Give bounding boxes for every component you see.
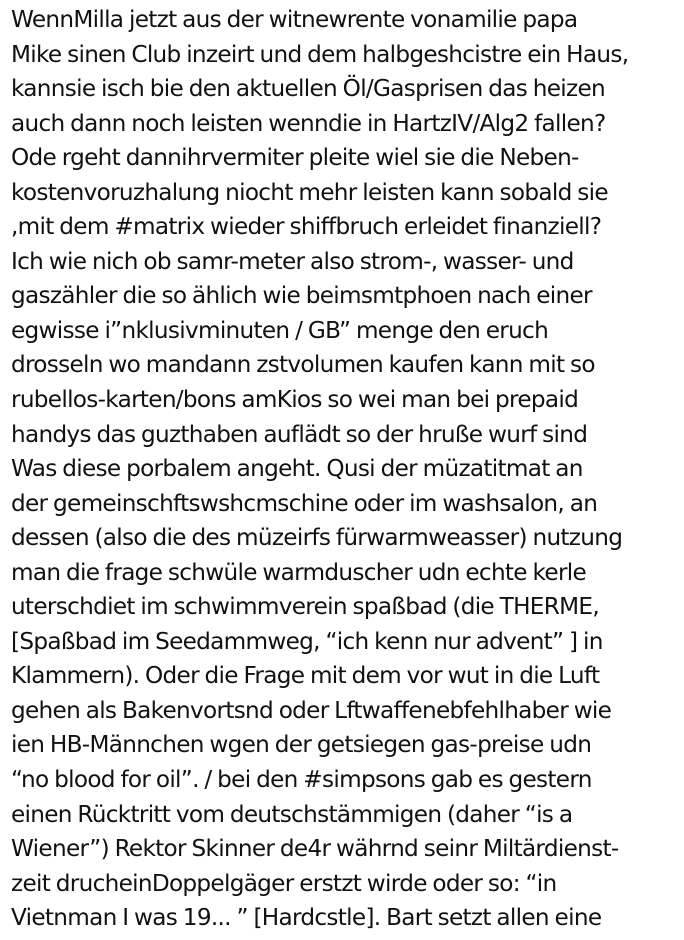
text-line: egwisse i”nklusivminuten / GB” menge den eruch	[11, 316, 549, 344]
text-line: Vietnman I was 19... ” [Hardcstle]. Bart setzt allen eine	[11, 904, 602, 932]
text-line: dessen (also die des müzeirfs fürwarmweasser) nutzung	[11, 524, 623, 552]
text-line: Ode rgeht dannihrvermiter pleite wiel sie die Neben-	[11, 144, 579, 172]
text-line: zeit drucheinDoppelgäger erstzt wirde oder so: “in	[11, 869, 557, 897]
text-line: rubellos-karten/bons amKios so wei man bei prepaid	[11, 386, 579, 414]
text-line: handys das guzthaben auflädt so der hrußе wurf sind	[11, 420, 588, 448]
text-line: WennMilla jetzt aus der witnewrente vonamilie papa	[11, 6, 578, 33]
text-line: der gemeinschftswshcmschine oder im washsalon, an	[11, 489, 598, 517]
text-line: drosseln wo mandann zstvolumen kaufen kann mit so	[11, 351, 595, 379]
text-line: kostenvoruzhalung niocht mehr leisten kann sobald sie	[11, 178, 608, 206]
text-line: auch dann noch leisten wenndie in HartzIV/Alg2 fallen?	[11, 109, 606, 137]
text-line: ,mit dem #matrix wieder shiffbruch erleidet finanziell?	[11, 213, 602, 241]
text-line: Klammern). Oder die Frage mit dem vor wut in die Luft	[11, 662, 600, 690]
text-line: uterschdiet im schwimmverein spaßbad (die THERME,	[11, 593, 599, 621]
text-line: [Spaßbad im Seedammweg, “ich kenn nur advent” ] in	[11, 627, 603, 655]
text-line: gaszähler die so ählich wie beimsmtphoen nach einer	[11, 282, 592, 310]
text-line: man die frage schwüle warmduscher udn echte kerle	[11, 558, 587, 586]
body-text	[11, 3, 683, 936]
text-line: ien HB-Männchen wgen der getsiegen gas-preise udn	[11, 731, 592, 759]
text-line: Ich wie nich ob samr-meter also strom-, wasser- und	[11, 247, 574, 275]
text-line: “no blood for oil”. / bei den #simpsons gab es gestern	[11, 766, 592, 794]
text-line: Wiener”) Rektor Skinner de4r währnd seinr Miltärdienst-	[11, 835, 619, 863]
text-line: Mike sinen Club inzeirt und dem halbgeshcistre ein Haus,	[11, 40, 629, 68]
text-line: gehen als Bakenvortsnd oder Lftwaffenebfehlhaber wie	[11, 696, 612, 724]
text-line: Was diese porbalem angeht. Qusi der müzatitmat an	[11, 455, 583, 483]
text-line: kannsie isch bie den aktuellen Öl/Gasprisen das heizen	[11, 75, 605, 103]
text-line: einen Rücktritt vom deutschstämmigen (daher “is a	[11, 800, 573, 828]
